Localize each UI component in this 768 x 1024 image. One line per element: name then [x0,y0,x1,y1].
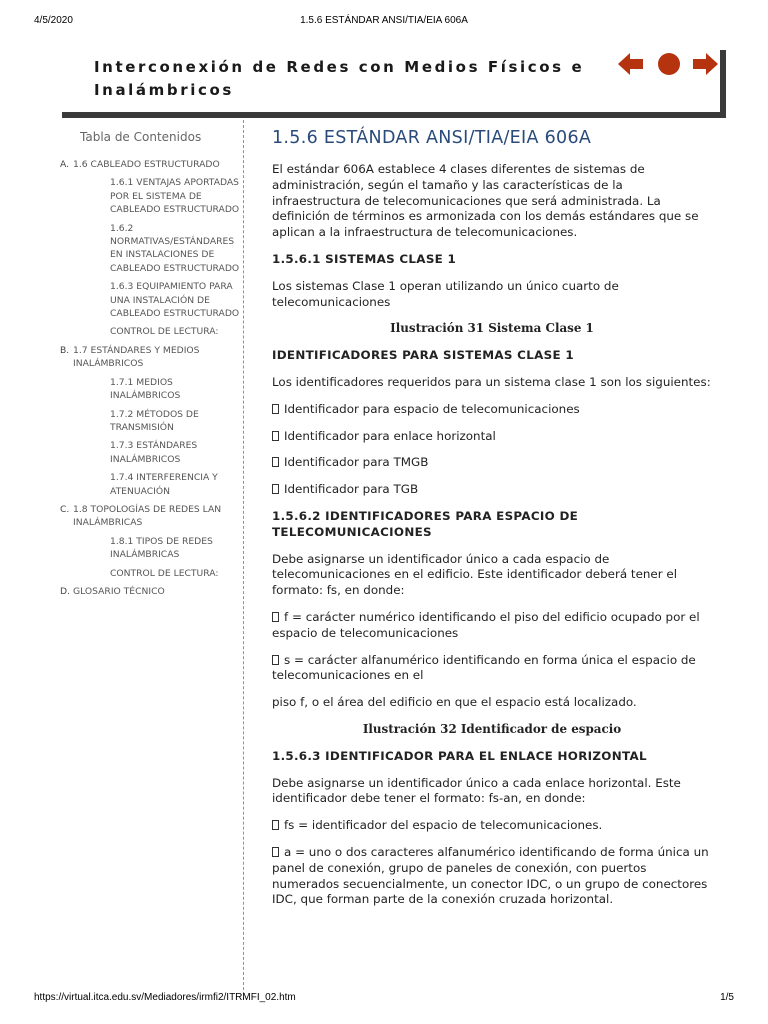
toc-item[interactable]: CONTROL DE LECTURA: [110,326,219,338]
bullet-item [272,845,712,908]
banner-title: Interconexión de Redes con Medios Físicos e Inalámbricos [94,58,585,99]
bullet-item [272,818,712,834]
toc-section-letter: A. [60,159,70,170]
paragraph: Debe asignarse un identificador único a cada enlace horizontal. Este identificador debe tener el formato: fs-an, en donde: [272,775,681,806]
bullet-text: Identificador para TMGB [284,455,429,470]
sidebar-toc [56,120,244,1000]
paragraph: Los identificadores requeridos para un sistema clase 1 son los siguientes: [272,374,711,389]
page-title: 1.5.6 ESTÁNDAR ANSI/TIA/EIA 606A [272,128,592,148]
bullet-item [272,653,712,685]
print-title: 1.5.6 ESTÁNDAR ANSI/TIA/EIA 606A [300,15,468,26]
section-heading: 1.5.6.2 IDENTIFICADORES PARA ESPACIO DE TELECOMUNICACIONES [272,508,579,539]
print-url: https://virtual.itca.edu.sv/Mediadores/irmfi2/ITRMFI_02.htm [34,992,296,1003]
bullet-box-icon [272,404,279,414]
figure-caption: Ilustración 32 Identificador de espacio [362,721,622,736]
toc-list [60,158,242,603]
toc-item[interactable]: 1.7.2 MÉTODOS DE TRANSMISIÓN [110,408,199,433]
section-heading: 1.5.6.3 IDENTIFICADOR PARA EL ENLACE HORIZONTAL [272,748,647,763]
toc-item[interactable]: 1.7.1 MEDIOS INALÁMBRICOS [110,376,181,402]
toc-item[interactable]: 1.7.4 INTERFERENCIA Y ATENUACIÓN [110,472,218,497]
paragraph: El estándar 606A establece 4 clases diferentes de sistemas de administración, según el tamaño y las características de la infraestructura de telecomunicaciones que será administrada. La definición de términos es armonizada con los demás estándares que se aplican a la infraestructura de telecomunicaciones. [272,162,699,240]
section-heading: 1.5.6.1 SISTEMAS CLASE 1 [272,251,457,266]
bullet-box-icon [272,820,279,830]
toc-section-label[interactable]: 1.7 ESTÁNDARES Y MEDIOS INALÁMBRICOS [73,344,200,370]
paragraph: Los sistemas Clase 1 operan utilizando un único cuarto de telecomunicaciones [272,278,619,309]
toc-section-letter: B. [60,344,70,356]
paragraph: piso f, o el área del edificio en que el espacio está localizado. [272,695,637,710]
right-arrow-icon[interactable] [692,52,718,76]
print-header [0,15,768,29]
toc-item[interactable]: CONTROL DE LECTURA: [110,567,219,579]
bullet-box-icon [272,847,279,857]
toc-section[interactable] [60,344,242,371]
bullet-text: Identificador para espacio de telecomunicaciones [284,401,580,416]
toc-section-label[interactable]: 1.8 TOPOLOGÍAS DE REDES LAN INALÁMBRICAS [73,503,222,529]
toc-section-letter: C. [60,503,70,515]
bullet-box-icon [272,612,279,622]
toc-item[interactable]: 1.8.1 TIPOS DE REDES INALÁMBRICAS [110,535,213,561]
bullet-item [272,455,712,471]
bullet-item [272,402,712,418]
bullet-box-icon [272,655,279,665]
toc-item[interactable]: 1.6.2 NORMATIVAS/ESTÁNDARES EN INSTALACIONES DE CABLEADO ESTRUCTURADO [110,222,240,274]
bullet-box-icon [272,457,279,467]
toc-section-label[interactable]: 1.6 CABLEADO ESTRUCTURADO [73,159,220,170]
toc-section[interactable] [60,158,242,171]
print-page-number: 1/5 [720,992,734,1003]
nav-buttons [618,52,728,76]
toc-item[interactable]: 1.7.3 ESTÁNDARES INALÁMBRICOS [110,440,198,465]
page-banner [56,44,720,112]
toc-section[interactable] [60,585,242,598]
figure-caption: Ilustración 31 Sistema Clase 1 [390,321,594,336]
bullet-item [272,482,712,498]
toc-section[interactable] [60,503,242,530]
main-content [272,128,712,919]
print-date: 4/5/2020 [34,15,73,26]
bullet-text: Identificador para enlace horizontal [284,428,496,443]
toc-section-label[interactable]: GLOSARIO TÉCNICO [73,585,165,597]
bullet-text: a = uno o dos caracteres alfanumérico identificando de forma única un panel de conexión, grupo de paneles de conexión, con puertos numerados secuencialmente, un conector IDC, o un grupo de conectores IDC, que forman parte de la conexión cruzada horizontal. [272,844,709,907]
left-arrow-icon[interactable] [618,52,644,76]
bullet-item [272,429,712,445]
home-circle-icon[interactable] [656,52,682,76]
toc-section-letter: D. [60,585,70,597]
toc-item[interactable]: 1.6.1 VENTAJAS APORTADAS POR EL SISTEMA DE CABLEADO ESTRUCTURADO [110,177,240,216]
bullet-item [272,610,712,642]
bullet-box-icon [272,431,279,441]
bullet-text: f = carácter numérico identificando el piso del edificio ocupado por el espacio de telecomunicaciones [272,609,700,640]
section-heading: IDENTIFICADORES PARA SISTEMAS CLASE 1 [272,348,574,363]
bullet-box-icon [272,484,279,494]
toc-title: Tabla de Contenidos [80,130,202,144]
bullet-text: Identificador para TGB [284,482,419,497]
bullet-text: s = carácter alfanumérico identificando en forma única el espacio de telecomunicaciones en el [272,652,696,683]
paragraph: Debe asignarse un identificador único a cada espacio de telecomunicaciones en el edificio. Este identificador deberá tener el formato: fs, en donde: [272,551,678,598]
toc-item[interactable]: 1.6.3 EQUIPAMIENTO PARA UNA INSTALACIÓN DE CABLEADO ESTRUCTURADO [110,281,240,320]
bullet-text: fs = identificador del espacio de telecomunicaciones. [284,818,603,833]
